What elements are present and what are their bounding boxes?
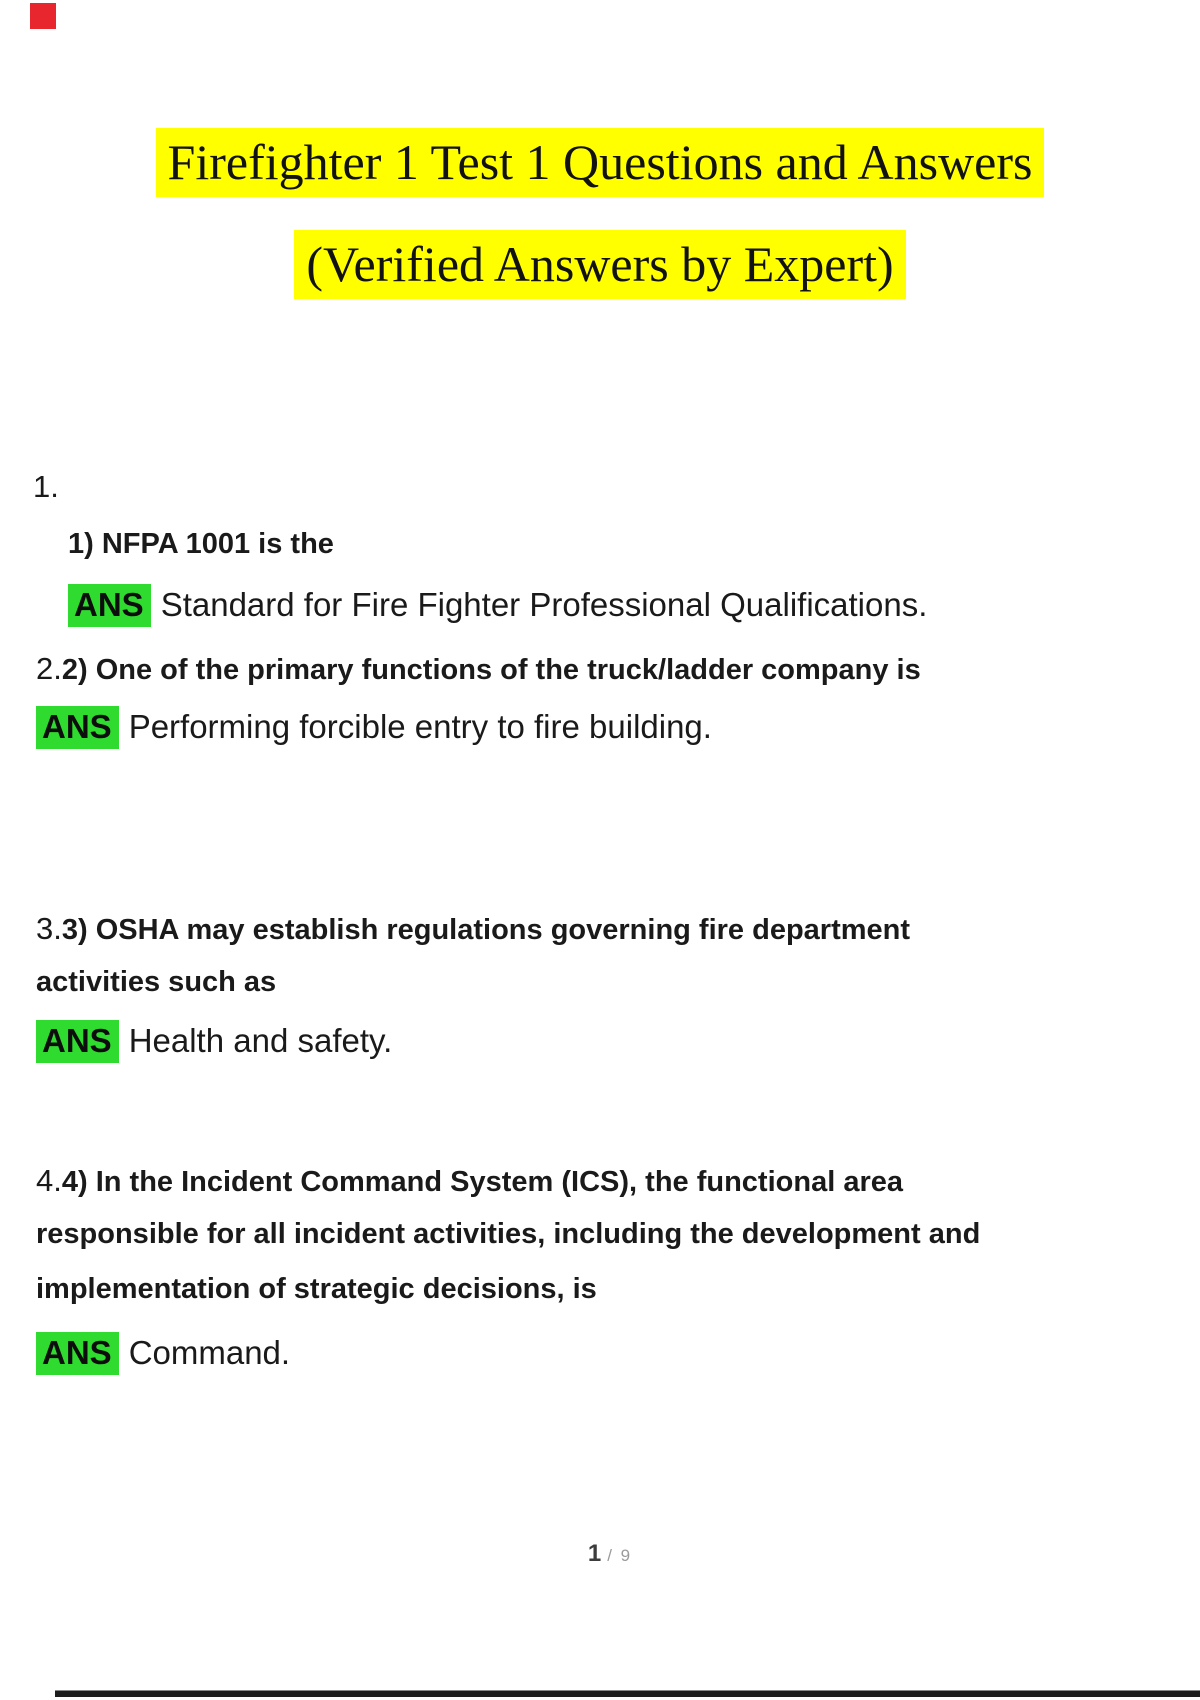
- question-1-answer-line: [68, 584, 927, 627]
- page-indicator-current: 1: [587, 1540, 602, 1567]
- question-2-answer-text: Performing forcible entry to fire building.: [128, 708, 712, 745]
- question-1-answer-text: Standard for Fire Fighter Professional Qualifications.: [160, 586, 928, 623]
- question-4-line2: responsible for all incident activities, including the development and: [36, 1218, 981, 1250]
- question-4-answer-line: [36, 1332, 290, 1375]
- question-2-answer-line: [36, 706, 712, 749]
- question-4-line3: implementation of strategic decisions, is: [36, 1273, 597, 1305]
- question-4-line1: 4) In the Incident Command System (ICS), the functional area: [61, 1166, 903, 1198]
- doc-title-line2-highlight: (Verified Answers by Expert): [294, 230, 905, 299]
- page-indicator: [0, 1540, 1200, 1568]
- question-2-ans-badge: ANS: [36, 706, 119, 749]
- bottom-divider-bar: [55, 1690, 1200, 1697]
- question-4-text: [36, 1162, 903, 1200]
- page-indicator-total: / 9: [607, 1546, 633, 1565]
- doc-title-line1-highlight: Firefighter 1 Test 1 Questions and Answers: [156, 128, 1045, 197]
- question-3-line2: activities such as: [36, 966, 277, 998]
- question-4-number: 4.: [36, 1163, 62, 1198]
- question-1-text: [68, 527, 334, 562]
- question-4-answer-text: Command.: [128, 1334, 291, 1371]
- question-4-ans-badge: ANS: [36, 1332, 119, 1375]
- question-2-line1: 2) One of the primary functions of the truck/ladder company is: [61, 654, 921, 686]
- doc-title-line1: [0, 128, 1200, 197]
- doc-title-line2: [0, 230, 1200, 299]
- red-corner-mark: [30, 3, 56, 29]
- question-2-number: 2.: [36, 651, 62, 686]
- question-2-text: [36, 650, 921, 688]
- question-3-answer-text: Health and safety.: [128, 1022, 393, 1059]
- question-1-line1: 1) NFPA 1001 is the: [68, 528, 334, 560]
- question-1-ans-badge: ANS: [68, 584, 151, 627]
- question-3-number: 3.: [36, 911, 62, 946]
- question-3-ans-badge: ANS: [36, 1020, 119, 1063]
- question-3-text: [36, 910, 910, 948]
- question-3-line1: 3) OSHA may establish regulations governing fire department: [61, 914, 911, 946]
- question-1-number: 1.: [33, 469, 59, 504]
- question-3-answer-line: [36, 1020, 392, 1063]
